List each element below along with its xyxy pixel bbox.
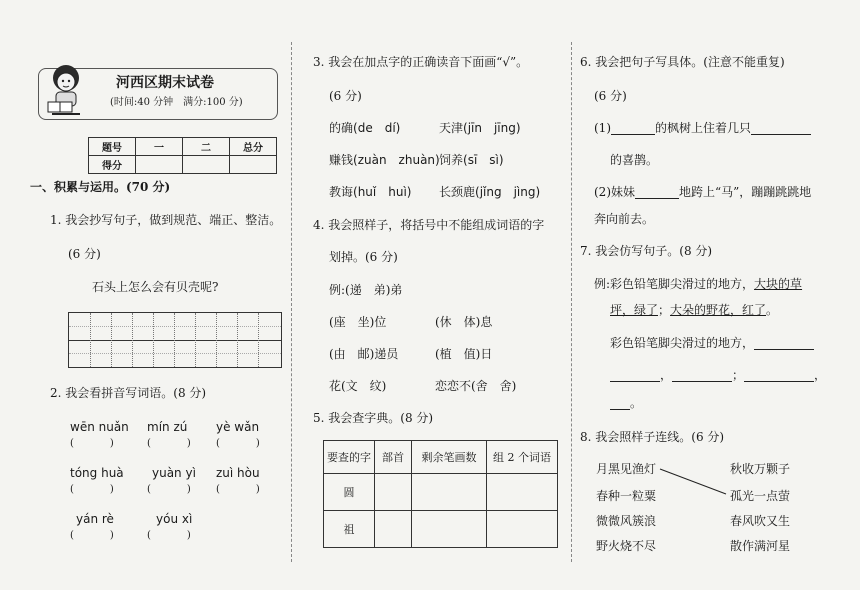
reading-item[interactable]: 长颈鹿(jǐng jìng): [439, 185, 541, 199]
answer-paren[interactable]: ( ): [70, 530, 114, 541]
matching-right-item[interactable]: 春风吹又生: [730, 514, 791, 528]
q6-line1: (1) 的枫树上住着几只: [594, 121, 811, 135]
word-choice-item[interactable]: 恋恋不(舍 舍): [435, 379, 517, 393]
pinyin: wēn nuǎn: [70, 420, 129, 434]
column-right: [580, 0, 850, 590]
answer-paren[interactable]: ( ): [70, 484, 114, 495]
score-table: [88, 137, 277, 174]
q3-points: (6 分): [329, 89, 362, 103]
word-choice-item[interactable]: (休 体)息: [435, 315, 493, 329]
q4-title: 4. 我会照样子，将括号中不能组成词语的字: [313, 218, 545, 232]
score-input-cell[interactable]: [136, 156, 183, 174]
reading-item[interactable]: 饲养(sī sì): [439, 153, 504, 167]
q5-title: 5. 我会查字典。(8 分): [313, 411, 434, 425]
answer-paren[interactable]: ( ): [147, 438, 191, 449]
column-middle: [305, 0, 567, 590]
answer-paren[interactable]: ( ): [216, 484, 260, 495]
q4-example: 例:(递 弟)弟: [329, 283, 403, 297]
column-divider: [571, 42, 572, 562]
reading-item[interactable]: 的确(de dí): [329, 121, 401, 135]
answer-paren[interactable]: ( ): [147, 530, 191, 541]
table-input-cell[interactable]: [412, 511, 487, 548]
section-heading: 一、积累与运用。(70 分): [30, 180, 171, 194]
table-header: 剩余笔画数: [412, 441, 487, 474]
q3-title: 3. 我会在加点字的正确读音下面画“√”。: [313, 55, 529, 69]
table-header: 部首: [375, 441, 412, 474]
q6-line1-cont: 的喜鹊。: [610, 153, 659, 167]
score-cell: 题号: [89, 138, 136, 156]
word-choice-item[interactable]: 花(文 纹): [329, 379, 387, 393]
pinyin: yóu xì: [156, 512, 193, 526]
score-input-cell[interactable]: [183, 156, 230, 174]
table-cell-char: 祖: [324, 511, 375, 548]
matching-right-item[interactable]: 秋收万颗子: [730, 462, 791, 476]
table-header: 要查的字: [324, 441, 375, 474]
word-choice-item[interactable]: (由 邮)递员: [329, 347, 399, 361]
word-choice-item[interactable]: (座 坐)位: [329, 315, 387, 329]
q1-points: (6 分): [68, 247, 101, 261]
q6-line2-cont: 奔向前去。: [594, 212, 655, 226]
q7-answer-line: ， ； ，: [610, 368, 826, 382]
score-cell: 总分: [230, 138, 277, 156]
matching-left-item[interactable]: 春种一粒粟: [596, 489, 657, 503]
pinyin: yán rè: [76, 512, 114, 526]
matching-left-item[interactable]: 野火烧不尽: [596, 539, 657, 553]
matching-example-line: [580, 0, 850, 590]
word-choice-item[interactable]: (植 值)日: [435, 347, 493, 361]
column-left: [30, 0, 288, 590]
table-input-cell[interactable]: [487, 474, 558, 511]
score-cell: 得分: [89, 156, 136, 174]
score-cell: 一: [136, 138, 183, 156]
q7-title: 7. 我会仿写句子。(8 分): [580, 244, 713, 258]
table-input-cell[interactable]: [375, 511, 412, 548]
matching-left-item[interactable]: 月黑见渔灯: [596, 462, 657, 476]
exam-title: 河西区期末试卷: [116, 75, 214, 91]
dictionary-table: [323, 440, 558, 548]
column-divider: [291, 42, 292, 562]
reading-item[interactable]: 天津(jīn jīng): [439, 121, 521, 135]
student-reading-illustration: [44, 58, 90, 120]
q6-line2: (2)妹妹 地跨上“马”，蹦蹦跳跳地: [594, 185, 812, 199]
pinyin: yè wǎn: [216, 420, 260, 434]
q7-prompt: 彩色铅笔脚尖滑过的地方，: [610, 336, 814, 350]
answer-paren[interactable]: ( ): [70, 438, 114, 449]
q7-example-line2: 坪，绿了；大朵的野花，红了。: [610, 303, 779, 317]
pinyin: zuì hòu: [216, 466, 260, 480]
matching-right-item[interactable]: 散作满河星: [730, 539, 791, 553]
pinyin: yuàn yì: [152, 466, 196, 480]
matching-right-item[interactable]: 孤光一点萤: [730, 489, 791, 503]
q1-sentence: 石头上怎么会有贝壳呢?: [92, 280, 219, 294]
writing-grid[interactable]: [68, 312, 282, 368]
pinyin: mín zú: [147, 420, 188, 434]
pinyin: tóng huà: [70, 466, 124, 480]
q7-example-line1: 例:彩色铅笔脚尖滑过的地方，大块的草: [594, 277, 803, 291]
table-input-cell[interactable]: [487, 511, 558, 548]
q1-title: 1. 我会抄写句子，做到规范、端正、整洁。: [50, 213, 282, 227]
table-cell-char: 圆: [324, 474, 375, 511]
reading-item[interactable]: 教诲(huǐ huì): [329, 185, 412, 199]
table-input-cell[interactable]: [412, 474, 487, 511]
answer-paren[interactable]: ( ): [216, 438, 260, 449]
q8-title: 8. 我会照样子连线。(6 分): [580, 430, 725, 444]
reading-item[interactable]: 赚钱(zuàn zhuàn): [329, 153, 440, 167]
answer-paren[interactable]: ( ): [147, 484, 191, 495]
table-input-cell[interactable]: [375, 474, 412, 511]
score-cell: 二: [183, 138, 230, 156]
q6-points: (6 分): [594, 89, 627, 103]
table-header: 组 2 个词语: [487, 441, 558, 474]
q4-title-cont: 划掉。(6 分): [329, 250, 398, 264]
q6-title: 6. 我会把句子写具体。(注意不能重复): [580, 55, 785, 69]
q7-answer-end: 。: [610, 396, 642, 410]
matching-left-item[interactable]: 微微风簇浪: [596, 514, 657, 528]
exam-subtitle: (时间:40 分钟 满分:100 分): [110, 97, 243, 108]
score-input-cell[interactable]: [230, 156, 277, 174]
q2-title: 2. 我会看拼音写词语。(8 分): [50, 386, 207, 400]
